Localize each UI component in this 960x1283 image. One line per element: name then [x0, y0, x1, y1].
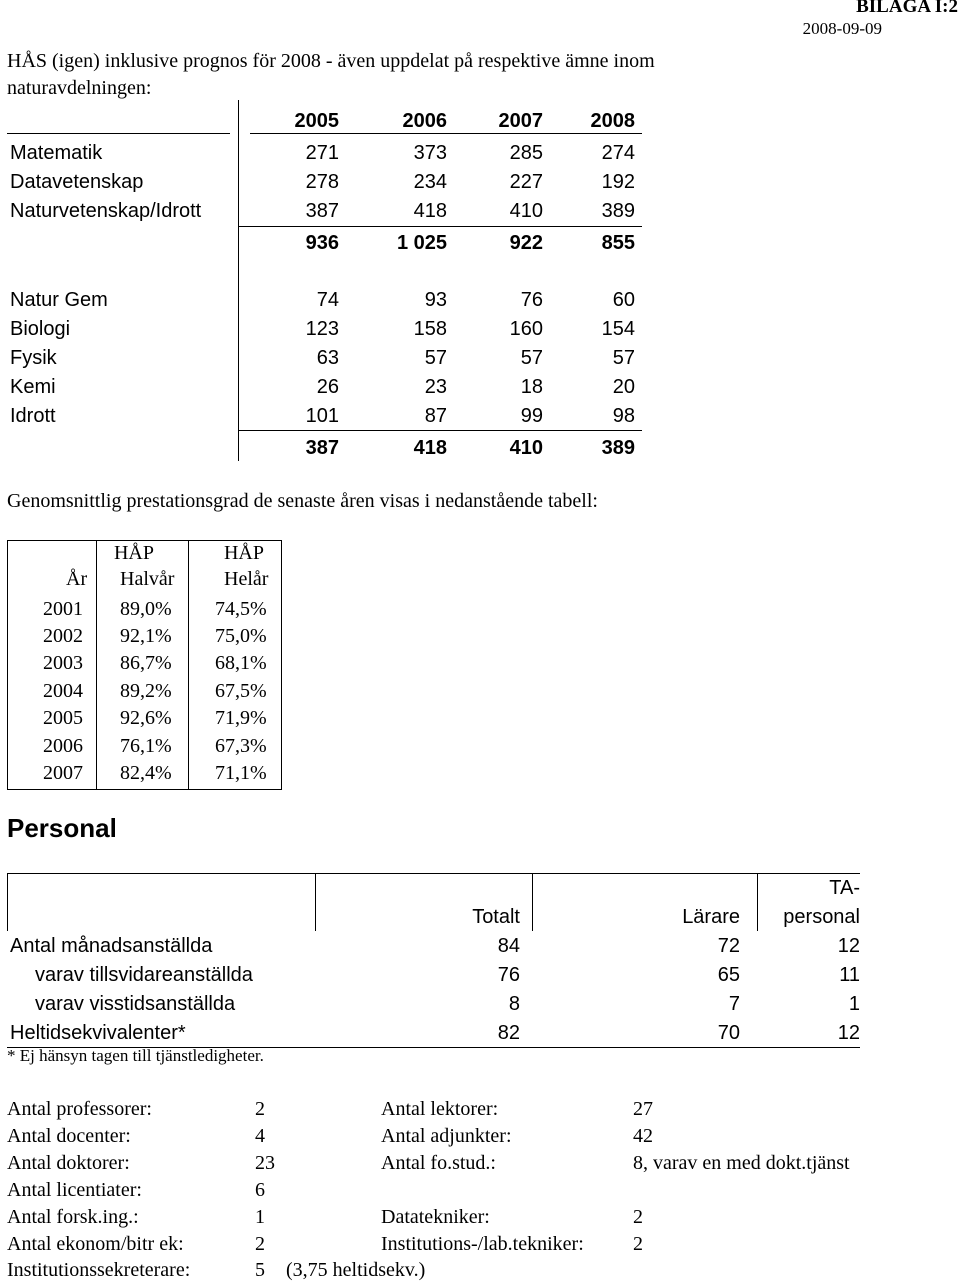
cell-value: 227 [509, 171, 543, 193]
table-divider [96, 540, 97, 790]
row-label: Matematik [10, 142, 103, 164]
year-header: 2006 [402, 110, 447, 132]
larare-cell: 65 [717, 964, 740, 986]
footnote: * Ej hänsyn tagen till tjänstledigheter. [7, 1046, 264, 1065]
year-cell: 2001 [43, 598, 83, 620]
total-value: 922 [509, 232, 543, 254]
helar-cell: 71,1% [215, 762, 267, 784]
total-value: 387 [305, 437, 339, 459]
helar-cell: 67,5% [215, 680, 267, 702]
table-divider [238, 430, 642, 431]
ta-cell: 12 [837, 1022, 860, 1044]
helar-cell: 68,1% [215, 652, 267, 674]
column-header: Helår [224, 568, 269, 590]
column-header: Lärare [682, 906, 740, 928]
total-value: 1 025 [396, 232, 447, 254]
stat-label: Antal adjunkter: [381, 1125, 512, 1147]
cell-value: 387 [305, 200, 339, 222]
halvar-cell: 82,4% [120, 762, 172, 784]
row-label: varav tillsvidareanställda [35, 964, 253, 986]
personal-table [7, 873, 860, 1048]
cell-value: 123 [305, 318, 339, 340]
stat-label: Institutions-/lab.tekniker: [381, 1233, 584, 1255]
table-divider [188, 540, 189, 790]
row-label: Idrott [10, 405, 56, 427]
row-label: Heltidsekvivalenter* [10, 1022, 186, 1044]
ta-cell: 12 [837, 935, 860, 957]
total-value: 855 [601, 232, 635, 254]
helar-cell: 71,9% [215, 707, 267, 729]
table-border [7, 873, 8, 931]
year-header: 2005 [294, 110, 339, 132]
stat-value: 4 [255, 1125, 265, 1147]
year-cell: 2003 [43, 652, 83, 674]
stat-label: Antal lektorer: [381, 1098, 499, 1120]
cell-value: 99 [520, 405, 543, 427]
total-value: 410 [509, 437, 543, 459]
column-header: Halvår [120, 568, 175, 590]
table-divider [238, 226, 642, 227]
stat-value: 42 [633, 1125, 653, 1147]
table-divider [250, 133, 642, 134]
cell-value: 57 [424, 347, 447, 369]
cell-value: 192 [601, 171, 635, 193]
total-value: 389 [601, 437, 635, 459]
stat-value: 6 [255, 1179, 265, 1201]
cell-value: 26 [316, 376, 339, 398]
halvar-cell: 89,2% [120, 680, 172, 702]
cell-value: 410 [509, 200, 543, 222]
stat-extra: (3,75 heltidsekv.) [286, 1259, 426, 1281]
year-header: 2007 [498, 110, 543, 132]
totalt-cell: 82 [497, 1022, 520, 1044]
stat-label: Antal docenter: [7, 1125, 131, 1147]
helar-cell: 67,3% [215, 735, 267, 757]
cell-value: 60 [612, 289, 635, 311]
stat-value: 8, varav en med dokt.tjänst [633, 1152, 850, 1174]
column-header: HÅP [223, 542, 265, 564]
stat-value: 23 [255, 1152, 275, 1174]
column-header: TA- [829, 877, 860, 899]
cell-value: 274 [601, 142, 635, 164]
table-divider [757, 873, 758, 931]
cell-value: 93 [424, 289, 447, 311]
halvar-cell: 92,6% [120, 707, 172, 729]
stat-label: Antal forsk.ing.: [7, 1206, 139, 1228]
document-date: 2008-09-09 [802, 19, 882, 38]
cell-value: 101 [305, 405, 339, 427]
year-cell: 2005 [43, 707, 83, 729]
table-divider [238, 100, 239, 461]
larare-cell: 7 [728, 993, 740, 1015]
has-table [7, 105, 642, 461]
cell-value: 160 [509, 318, 543, 340]
cell-value: 57 [612, 347, 635, 369]
table-border [281, 540, 282, 790]
staff-stats [0, 1096, 960, 1282]
row-label: Natur Gem [10, 289, 108, 311]
attachment-label: BILAGA I:2 [856, 0, 958, 17]
halvar-cell: 92,1% [120, 625, 172, 647]
year-cell: 2006 [43, 735, 83, 757]
cell-value: 278 [305, 171, 339, 193]
table-divider [315, 873, 316, 931]
stat-value: 2 [255, 1098, 265, 1120]
row-label: Biologi [10, 318, 71, 340]
totalt-cell: 84 [497, 935, 520, 957]
table-border [7, 789, 282, 790]
table-divider [532, 873, 533, 931]
cell-value: 158 [413, 318, 447, 340]
stat-value: 2 [633, 1206, 643, 1228]
table-divider [7, 133, 230, 134]
cell-value: 389 [601, 200, 635, 222]
row-label: Antal månadsanställda [10, 935, 213, 957]
cell-value: 271 [305, 142, 339, 164]
halvar-cell: 86,7% [120, 652, 172, 674]
halvar-cell: 76,1% [120, 735, 172, 757]
cell-value: 373 [413, 142, 447, 164]
stat-label: Antal fo.stud.: [381, 1152, 496, 1174]
ta-cell: 1 [848, 993, 860, 1015]
stat-value: 1 [255, 1206, 265, 1228]
column-header: Totalt [472, 906, 520, 928]
column-header: År [66, 568, 88, 590]
cell-value: 23 [424, 376, 447, 398]
stat-label: Antal ekonom/bitr ek: [7, 1233, 184, 1255]
cell-value: 18 [520, 376, 543, 398]
stat-value: 2 [633, 1233, 643, 1255]
stat-value: 5 [255, 1259, 265, 1281]
stat-label: Antal professorer: [7, 1098, 152, 1120]
table-border [7, 873, 860, 874]
year-cell: 2002 [43, 625, 83, 647]
stat-label: Antal licentiater: [7, 1179, 142, 1201]
row-label: Datavetenskap [10, 171, 144, 193]
hap-table [7, 540, 282, 790]
column-header: HÅP [113, 542, 155, 564]
cell-value: 154 [601, 318, 635, 340]
larare-cell: 70 [717, 1022, 740, 1044]
section-subheading: Genomsnittlig prestationsgrad de senaste åren visas i nedanstående tabell: [7, 490, 598, 512]
column-header: personal [783, 906, 860, 928]
totalt-cell: 76 [497, 964, 520, 986]
stat-value: 2 [255, 1233, 265, 1255]
intro-text: HÅS (igen) inklusive prognos för 2008 - även uppdelat på respektive ämne inom naturavdelningen: [7, 50, 655, 99]
cell-value: 418 [413, 200, 447, 222]
cell-value: 63 [316, 347, 339, 369]
cell-value: 98 [612, 405, 635, 427]
cell-value: 74 [316, 289, 339, 311]
row-label: varav visstidsanställda [35, 993, 236, 1015]
cell-value: 285 [509, 142, 543, 164]
row-label: Kemi [10, 376, 56, 398]
cell-value: 234 [413, 171, 447, 193]
cell-value: 57 [520, 347, 543, 369]
cell-value: 76 [520, 289, 543, 311]
total-value: 418 [413, 437, 447, 459]
table-border [7, 540, 8, 790]
stat-value: 27 [633, 1098, 653, 1120]
stat-label: Antal doktorer: [7, 1152, 130, 1174]
cell-value: 87 [424, 405, 447, 427]
helar-cell: 74,5% [215, 598, 267, 620]
halvar-cell: 89,0% [120, 598, 172, 620]
stat-label: Institutionssekreterare: [7, 1259, 191, 1281]
section-title: Personal [7, 813, 117, 843]
ta-cell: 11 [839, 964, 860, 986]
row-label: Naturvetenskap/Idrott [10, 200, 202, 222]
cell-value: 20 [612, 376, 635, 398]
year-header: 2008 [590, 110, 635, 132]
total-value: 936 [305, 232, 339, 254]
year-cell: 2007 [43, 762, 83, 784]
totalt-cell: 8 [508, 993, 520, 1015]
stat-label: Datatekniker: [381, 1206, 490, 1228]
larare-cell: 72 [717, 935, 740, 957]
row-label: Fysik [10, 347, 57, 369]
year-cell: 2004 [43, 680, 83, 702]
helar-cell: 75,0% [215, 625, 267, 647]
